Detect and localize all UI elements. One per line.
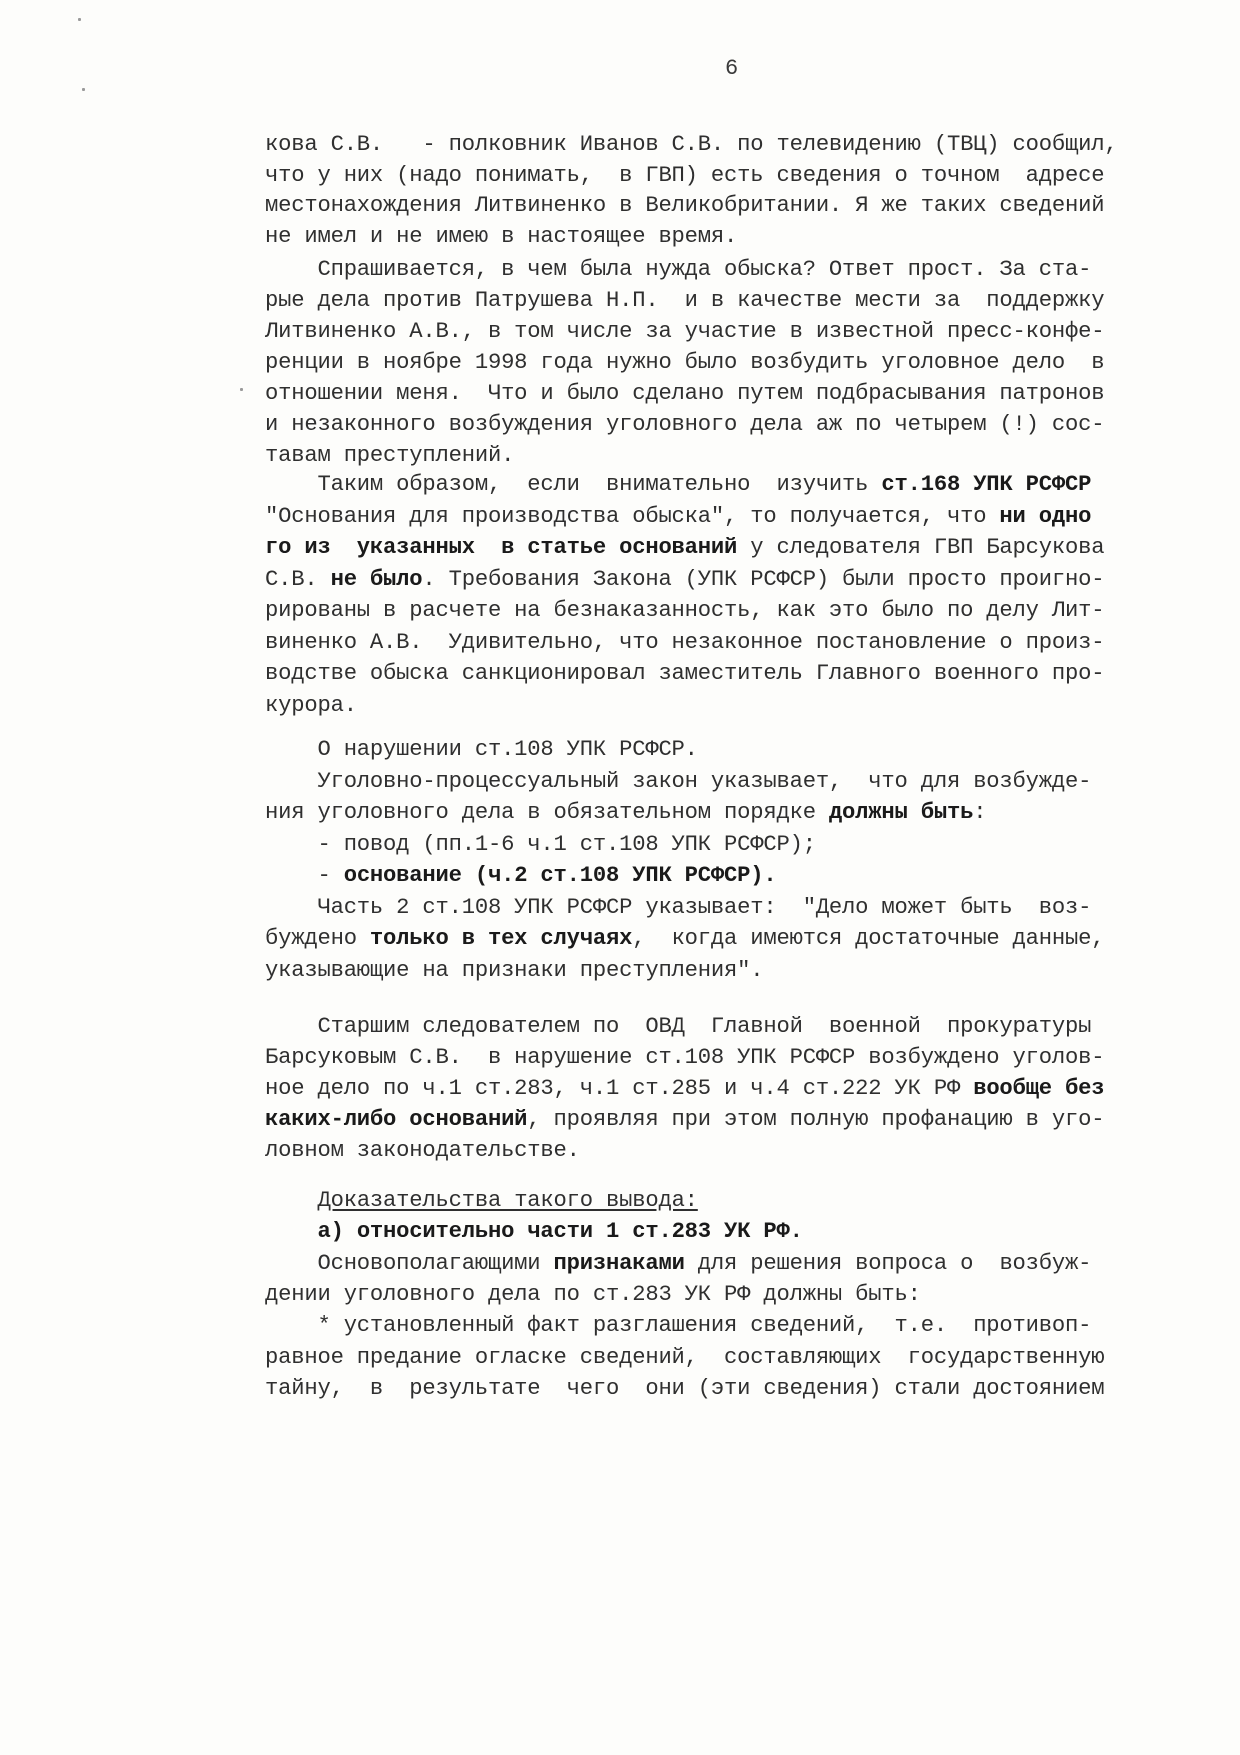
scan-speck: [240, 388, 243, 391]
text-line: [265, 893, 1091, 923]
text-line: [265, 691, 357, 721]
text-run: ренции в ноябре 1998 года нужно было возбудить уголовное дело в: [265, 350, 1105, 375]
text-line: [265, 956, 763, 986]
scan-speck: [78, 18, 81, 21]
text-line: [265, 861, 777, 891]
bold-text: только в тех случаях: [369, 926, 633, 951]
text-run: С.В.: [265, 566, 331, 592]
text-run: не имел и не имею в настоящее время.: [265, 223, 738, 249]
text-line: [265, 1074, 1104, 1104]
bold-text: каких-либо оснований: [265, 1107, 528, 1132]
text-line: [265, 161, 1104, 191]
text-line: [265, 130, 1117, 160]
text-line: [265, 1249, 1091, 1279]
bold-text: должны быть: [828, 800, 974, 825]
text-run: равное предание огласке сведений, составляющих государственную: [265, 1344, 1105, 1370]
text-run: :: [973, 800, 987, 825]
text-run: * установленный факт разглашения сведений, т.е. противоп-: [265, 1313, 1092, 1339]
text-line: [265, 1311, 1091, 1341]
text-line: [265, 565, 1104, 595]
text-run: местонахождения Литвиненко в Великобритании. Я же таких сведений: [265, 193, 1105, 218]
text-line: [265, 222, 737, 252]
text-run: Спрашивается, в чем была нужда обыска? Ответ прост. За ста-: [265, 257, 1092, 282]
text-run: [265, 1188, 317, 1213]
bold-text: го из указанных в статье оснований: [265, 535, 738, 560]
text-run: . Требования Закона (УПК РСФСР) были просто проигно-: [422, 566, 1105, 592]
text-run: что у них (надо понимать, в ГВП) есть сведения о точном адресе: [265, 162, 1105, 188]
text-line: [265, 191, 1104, 221]
text-run: у следователя ГВП Барсукова: [737, 535, 1105, 560]
text-run: рые дела против Патрушева Н.П. и в качестве мести за поддержку: [265, 288, 1105, 313]
bold-text: вообще без: [973, 1076, 1105, 1101]
text-line: [265, 830, 816, 860]
text-line: [265, 1186, 698, 1216]
text-line: [265, 628, 1104, 658]
text-run: дении уголовного дела по ст.283 УК РФ должны быть:: [265, 1281, 921, 1307]
scan-speck: [82, 88, 85, 91]
text-run: отношении меня. Что и было сделано путем подбрасывания патронов: [265, 381, 1105, 406]
text-run: виненко А.В. Удивительно, что незаконное постановление о произ-: [265, 629, 1105, 655]
underlined-heading: Доказательства такого вывода:: [317, 1188, 698, 1213]
paragraph-case-initiation: [265, 1012, 1220, 1167]
text-line: [265, 1374, 1104, 1404]
text-line: [265, 596, 1104, 626]
text-line: [265, 348, 1104, 378]
text-line: [265, 798, 986, 828]
text-run: - повод (пп.1-6 ч.1 ст.108 УПК РСФСР);: [265, 831, 816, 857]
text-line: [265, 286, 1104, 316]
text-run: курора.: [265, 692, 357, 718]
text-line: [265, 767, 1091, 797]
text-run: "Основания для производства обыска", то получается, что: [265, 503, 1000, 529]
text-run: ное дело по ч.1 ст.283, ч.1 ст.285 и ч.4 ст.222 УК РФ: [265, 1076, 974, 1101]
text-line: [265, 924, 1104, 954]
text-run: О нарушении ст.108 УПК РСФСР.: [265, 737, 698, 762]
text-run: Уголовно-процессуальный закон указывает, что для возбужде-: [265, 768, 1092, 794]
text-line: [265, 379, 1104, 409]
text-run: рированы в расчете на безнаказанность, как это было по делу Лит-: [265, 598, 1105, 623]
section-evidence: [265, 1186, 1220, 1405]
text-run: , когда имеются достаточные данные,: [632, 926, 1105, 951]
text-line: [265, 255, 1091, 285]
text-line: [265, 659, 1104, 689]
text-line: [265, 1105, 1104, 1135]
bold-text: а) относительно части 1 ст.283 УК РФ.: [317, 1219, 803, 1245]
bold-text: признаками: [553, 1250, 685, 1276]
text-run: , проявляя при этом полную профанацию в уго-: [527, 1107, 1105, 1132]
bold-text: ст.168 УПК РСФСР: [881, 472, 1092, 497]
text-line: [265, 410, 1104, 440]
bold-text: не было: [330, 566, 423, 592]
text-line: [265, 470, 1091, 500]
text-line: [265, 441, 514, 471]
text-run: тайну, в результате чего они (эти сведения) стали достоянием: [265, 1375, 1105, 1401]
text-line: [265, 1136, 580, 1166]
text-run: Часть 2 ст.108 УПК РСФСР указывает: "Дело может быть воз-: [265, 894, 1092, 920]
text-run: указывающие на признаки преступления".: [265, 957, 764, 983]
bold-text: основание (ч.2 ст.108 УПК РСФСР).: [343, 863, 777, 888]
text-run: кова С.В. - полковник Иванов С.В. по телевидению (ТВЦ) сообщил,: [265, 132, 1118, 157]
text-run: и незаконного возбуждения уголовного дела аж по четырем (!) сос-: [265, 412, 1105, 437]
text-run: -: [265, 863, 344, 888]
bold-text: ни одно: [999, 503, 1092, 529]
text-run: водстве обыска санкционировал заместитель Главного военного про-: [265, 661, 1105, 686]
text-line: [265, 1343, 1104, 1373]
text-run: ловном законодательстве.: [265, 1138, 580, 1163]
text-run: Основополагающими: [265, 1250, 554, 1276]
text-line: [265, 1217, 803, 1247]
text-run: Таким образом, если внимательно изучить: [265, 472, 882, 497]
text-run: [265, 1219, 317, 1244]
text-line: [265, 1043, 1104, 1073]
paragraph-search-report: [265, 130, 1220, 252]
text-run: ния уголовного дела в обязательном порядке: [265, 800, 829, 825]
text-run: Барсуковым С.В. в нарушение ст.108 УПК РСФСР возбуждено уголов-: [265, 1045, 1105, 1070]
text-run: Литвиненко А.В., в том числе за участие в известной пресс-конфе-: [265, 319, 1105, 344]
text-line: [265, 317, 1104, 347]
text-run: Старшим следователем по ОВД Главной военной прокуратуры: [265, 1014, 1092, 1039]
page-number: 6: [725, 56, 739, 81]
text-line: [265, 533, 1104, 563]
paragraph-article-168: [265, 470, 1220, 722]
text-line: [265, 1012, 1091, 1042]
text-line: [265, 1280, 921, 1310]
text-run: буждено: [265, 926, 370, 951]
text-run: тавам преступлений.: [265, 443, 515, 468]
section-article-108: [265, 735, 1220, 987]
text-run: для решения вопроса о возбуж-: [684, 1250, 1092, 1276]
text-line: [265, 735, 698, 765]
paragraph-search-motive: [265, 255, 1220, 472]
text-line: [265, 502, 1091, 532]
